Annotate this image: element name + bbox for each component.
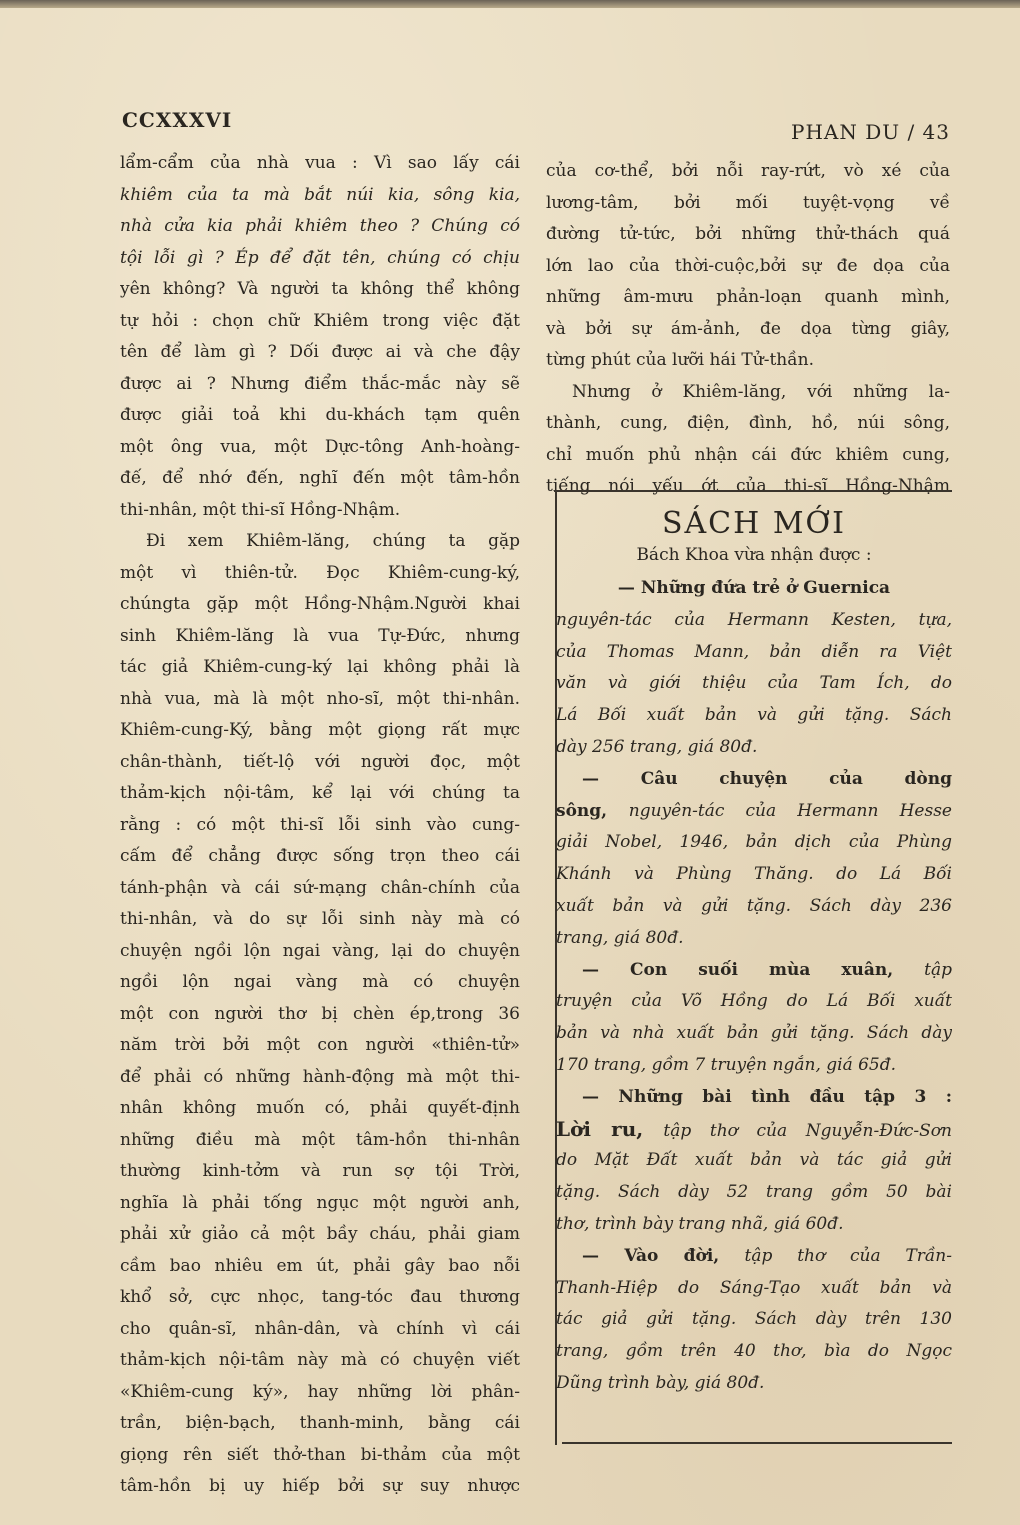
text-line: để phải có những hành-động mà một thi-	[120, 1066, 520, 1087]
page-header-roman: CCXXXVI	[122, 108, 233, 132]
right-text-column	[546, 156, 950, 503]
book-entry-line	[556, 986, 952, 1018]
book-entry-line	[556, 796, 952, 828]
text-line: ngồi lộn ngai vàng mà có chuyện	[120, 972, 520, 992]
book-entry-detail: tập thơ của Trần-	[744, 1245, 952, 1266]
book-entry-line	[556, 1336, 952, 1368]
book-entry-detail: tập	[924, 959, 952, 980]
left-text-column	[120, 148, 520, 1503]
box-bottom-rule	[562, 1442, 952, 1444]
book-entry-line	[556, 1273, 952, 1305]
text-line: và bởi sự ám-ảnh, đe dọa từng giây,	[546, 318, 950, 339]
text-line: yên không? Và người ta không thể không	[120, 279, 520, 299]
text-line: khổ sở, cực nhọc, tang-tóc đau thương	[120, 1287, 520, 1307]
book-entry-detail: Lá Bối xuất bản và gửi tặng. Sách	[556, 705, 952, 726]
book-entry-line	[556, 573, 952, 605]
book-entry-detail: trang, giá 80đ.	[556, 927, 684, 948]
text-line: đường tử-tức, bởi những thử-thách quá	[546, 224, 950, 244]
text-line: thảm-kịch nội-tâm này mà có chuyện viết	[120, 1350, 520, 1370]
text-line: chỉ muốn phủ nhận cái đức khiêm cung,	[546, 444, 950, 465]
text-line: những điều mà một tâm-hồn thi-nhân	[120, 1129, 520, 1150]
text-line: thi-nhân, một thi-sĩ Hồng-Nhậm.	[120, 499, 401, 520]
book-entry-line	[556, 668, 952, 700]
text-line: tâm-hồn bị uy hiếp bởi sự suy nhược	[120, 1476, 520, 1496]
book-entry-line	[556, 764, 952, 796]
book-entry-title: — Những đứa trẻ ở Guernica	[617, 578, 891, 598]
text-line: thành, cung, điện, đình, hồ, núi sông,	[546, 413, 950, 433]
book-entry-detail: nguyên-tác của Hermann Kesten, tựa,	[556, 609, 952, 630]
book-entry-line	[556, 637, 952, 669]
text-line: thi-nhân, và do sự lỗi sinh này mà có	[120, 909, 520, 929]
book-entry-detail: nguyên-tác của Hermann Hesse	[628, 800, 952, 821]
text-line: khiêm của ta mà bắt núi kia, sông kia,	[120, 184, 520, 205]
text-line: giọng rên siết thở-than bi-thảm của một	[120, 1444, 520, 1465]
text-line: lớn lao của thời-cuộc,bởi sự đe dọa của	[546, 255, 950, 276]
book-entry-detail: Khánh và Phùng Thăng. do Lá Bối	[556, 864, 952, 885]
text-line: Nhưng ở Khiêm-lăng, với những la-	[572, 381, 950, 402]
text-line: lẩm-cẩm của nhà vua : Vì sao lấy cái	[120, 153, 520, 173]
text-line: một vì thiên-tử. Đọc Khiêm-cung-ký,	[120, 562, 520, 583]
text-line: chúngta gặp một Hồng-Nhậm.Người khai	[120, 594, 520, 614]
book-entry-line	[556, 1368, 952, 1400]
text-line: Khiêm-cung-Ký, bằng một giọng rất mực	[120, 720, 520, 740]
text-line: tự hỏi : chọn chữ Khiêm trong việc đặt	[120, 310, 520, 331]
book-entry-line	[556, 1145, 952, 1177]
text-line: được giải toả khi du-khách tạm quên	[120, 405, 520, 425]
book-entry-line	[556, 859, 952, 891]
text-line: cho quân-sĩ, nhân-dân, và chính vì cái	[120, 1318, 520, 1339]
book-entry-detail: tác giả gửi tặng. Sách dày trên 130	[556, 1309, 952, 1330]
book-entry-detail: 170 trang, gồm 7 truyện ngắn, giá 65đ.	[556, 1054, 897, 1075]
book-entry-detail: do Mặt Đất xuất bản và tác giả gửi	[556, 1150, 952, 1171]
box-top-rule	[554, 490, 952, 492]
book-entry-title: — Câu chuyện của dòng	[582, 768, 952, 789]
text-line: đế, để nhớ đến, nghĩ đến một tâm-hồn	[120, 468, 520, 488]
book-entry	[556, 1082, 952, 1241]
text-line: thảm-kịch nội-tâm, kể lại với chúng ta	[120, 783, 520, 803]
book-entry-detail: dày 256 trang, giá 80đ.	[556, 736, 758, 757]
new-books-list	[556, 573, 952, 1400]
book-entry-detail: tập thơ của Nguyễn-Đức-Sơn	[663, 1120, 952, 1141]
text-line: cấm để chẳng được sống trọn theo cái	[120, 846, 520, 866]
book-entry-detail: của Thomas Mann, bản diễn ra Việt	[556, 641, 952, 662]
text-line: nhân không muốn có, phải quyết-định	[120, 1098, 520, 1118]
text-line: một con người thơ bị chèn ép,trong 36	[120, 1003, 520, 1024]
book-entry-line	[556, 1050, 952, 1082]
book-entry-detail: truyện của Võ Hồng do Lá Bối xuất	[556, 991, 952, 1012]
book-entry-title: — Vào đời,	[582, 1245, 745, 1266]
text-line: những âm-mưu phản-loạn quanh mình,	[546, 287, 950, 307]
text-line: «Khiêm-cung ký», hay những lời phân-	[120, 1381, 520, 1402]
book-entry-line	[556, 891, 952, 923]
book-entry-title: sông,	[556, 800, 629, 821]
text-line: tánh-phận và cái sứ-mạng chân-chính của	[120, 877, 520, 898]
text-line: năm trời bởi một con người «thiên-tử»	[120, 1035, 520, 1055]
book-entry-line	[556, 700, 952, 732]
text-line: sinh Khiêm-lăng là vua Tự-Đức, nhưng	[120, 625, 520, 646]
text-line: tội lỗi gì ? Ép để đặt tên, chúng có chịu	[120, 247, 520, 268]
book-entry-line	[556, 1177, 952, 1209]
book-entry-title: Lời ru,	[556, 1116, 664, 1141]
book-entry-detail: bản và nhà xuất bản gửi tặng. Sách dày	[556, 1023, 952, 1044]
book-entry-line	[556, 1114, 952, 1146]
page-top-edge	[0, 0, 1020, 8]
book-entry-detail: trang, gồm trên 40 thơ, bìa do Ngọc	[556, 1341, 952, 1362]
text-line: một ông vua, một Dực-tông Anh-hoàng-	[120, 436, 520, 457]
text-line: Đi xem Khiêm-lăng, chúng ta gặp	[146, 531, 520, 551]
book-entry-line	[556, 605, 952, 637]
book-entry-detail: xuất bản và gửi tặng. Sách dày 236	[556, 895, 952, 916]
text-line: rằng : có một thi-sĩ lỗi sinh vào cung-	[120, 814, 520, 835]
text-line: cầm bao nhiêu em út, phải gây bao nỗi	[120, 1255, 520, 1276]
book-entry-title: — Những bài tình đầu tập 3 :	[582, 1086, 952, 1107]
book-entry-detail: thơ, trình bày trang nhã, giá 60đ.	[556, 1213, 844, 1234]
text-line: thường kinh-tởm và run sợ tội Trời,	[120, 1161, 520, 1181]
book-entry-line	[556, 923, 952, 955]
text-line: tên để làm gì ? Dối được ai và che đậy	[120, 342, 520, 362]
book-entry-title: — Con suối mùa xuân,	[582, 959, 925, 980]
book-entry-line	[556, 827, 952, 859]
new-books-box	[556, 500, 952, 1440]
text-line: nhà vua, mà là một nho-sĩ, một thi-nhân.	[120, 688, 520, 709]
book-entry	[556, 1241, 952, 1400]
book-entry	[556, 764, 952, 955]
page-header-section: PHAN DU / 43	[791, 120, 950, 144]
text-line: trần, biện-bạch, thanh-minh, bằng cái	[120, 1413, 520, 1433]
text-line: nhà cửa kia phải khiêm theo ? Chúng có	[120, 216, 520, 236]
book-entry	[556, 573, 952, 764]
text-line: nghĩa là phải tống ngục một người anh,	[120, 1192, 520, 1213]
new-books-title: SÁCH MỚI	[661, 506, 847, 541]
book-entry-line	[556, 1241, 952, 1273]
text-line: được ai ? Nhưng điểm thắc-mắc này sẽ	[120, 373, 520, 394]
new-books-subtitle: Bách Khoa vừa nhận được :	[636, 545, 872, 565]
text-line: lương-tâm, bởi mối tuyệt-vọng về	[546, 192, 950, 213]
text-line: chân-thành, tiết-lộ với người đọc, một	[120, 751, 520, 772]
book-entry-detail: văn và giới thiệu của Tam Ích, do	[556, 673, 952, 694]
text-line: tác giả Khiêm-cung-ký lại không phải là	[120, 657, 520, 677]
text-line: của cơ-thể, bởi nỗi ray-rứt, vò xé của	[546, 161, 950, 181]
book-entry-line	[556, 1304, 952, 1336]
book-entry-detail: Dũng trình bày, giá 80đ.	[556, 1372, 765, 1393]
book-entry-line	[556, 1082, 952, 1114]
text-line: phải xử giảo cả một bầy cháu, phải giam	[120, 1224, 520, 1244]
text-line: từng phút của lưỡi hái Tử-thần.	[546, 350, 815, 370]
book-entry-line	[556, 1209, 952, 1241]
book-entry-line	[556, 1018, 952, 1050]
book-entry-detail: tặng. Sách dày 52 trang gồm 50 bài	[556, 1182, 952, 1203]
text-line: tiếng nói yếu ớt của thi-sĩ Hồng-Nhậm	[546, 476, 950, 496]
book-entry-line	[556, 955, 952, 987]
book-entry-detail: Thanh-Hiệp do Sáng-Tạo xuất bản và	[556, 1277, 952, 1298]
book-entry	[556, 955, 952, 1082]
text-line: chuyện ngồi lộn ngai vàng, lại do chuyện	[120, 940, 520, 961]
book-entry-line	[556, 732, 952, 764]
book-entry-detail: giải Nobel, 1946, bản dịch của Phùng	[556, 832, 952, 853]
